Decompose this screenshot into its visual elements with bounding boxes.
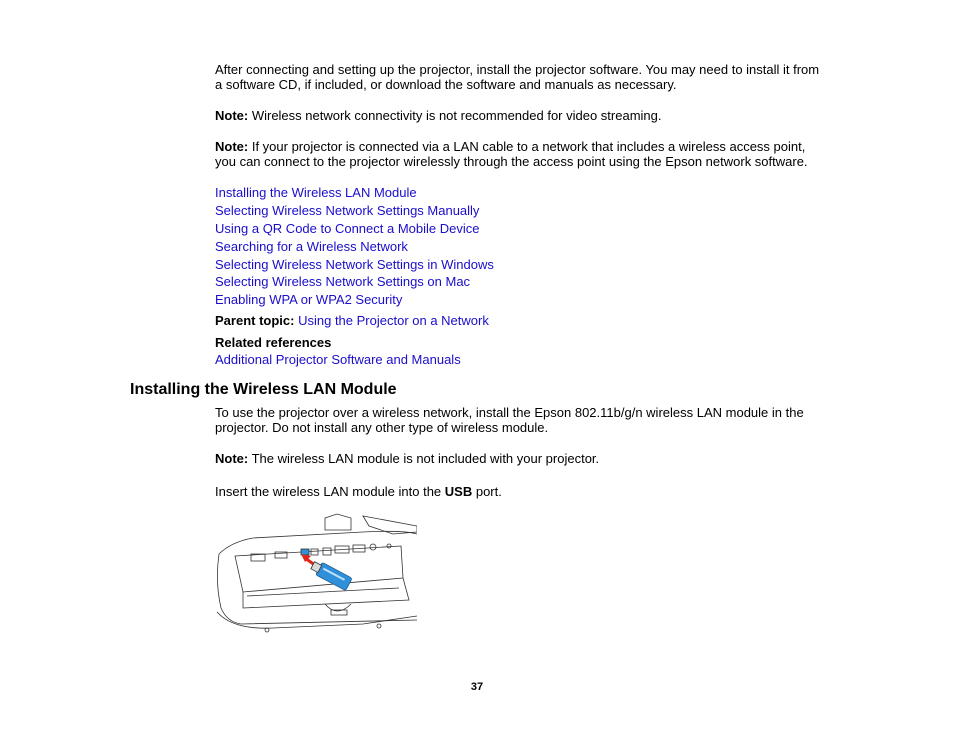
link-selecting-settings-manually[interactable]: Selecting Wireless Network Settings Manually — [215, 202, 480, 218]
port-audio — [370, 544, 376, 550]
related-heading-text: Related references — [215, 335, 332, 350]
topic-link-list — [215, 184, 494, 309]
link-searching-wireless-network[interactable]: Searching for a Wireless Network — [215, 238, 408, 254]
link-qr-code-mobile-device[interactable]: Using a QR Code to Connect a Mobile Device — [215, 220, 480, 236]
usb-port-name: USB — [444, 484, 473, 499]
parent-topic-label: Parent topic: — [215, 313, 295, 328]
port-power — [387, 544, 391, 548]
insert-text: Insert the wireless LAN module into the — [215, 484, 445, 499]
parent-topic-link[interactable]: Using the Projector on a Network — [298, 313, 489, 328]
port-lan — [323, 548, 331, 555]
page-number: 37 — [470, 681, 484, 693]
panel-line — [247, 588, 399, 596]
note-label: Note: — [215, 139, 249, 154]
link-settings-windows[interactable]: Selecting Wireless Network Settings in Windows — [215, 256, 494, 272]
link-settings-mac[interactable]: Selecting Wireless Network Settings on Mac — [215, 274, 471, 290]
note-text: The wireless LAN module is not included with your projector. — [248, 451, 600, 466]
port-service — [311, 549, 318, 555]
list-item — [215, 202, 494, 220]
list-item — [215, 273, 494, 291]
insert-instruction — [215, 484, 825, 499]
list-item — [215, 291, 494, 309]
note-label: Note: — [215, 451, 249, 466]
note-video-streaming — [215, 108, 825, 123]
list-item — [215, 220, 494, 238]
related-references — [215, 352, 825, 367]
intro-text: After connecting and setting up the projector, install the projector software. You may need to install it from a software CD, if included, or download the software and manuals as necessary. — [215, 62, 820, 92]
projector-foot-left — [265, 628, 269, 632]
projector-base — [217, 612, 417, 628]
list-item — [215, 238, 494, 256]
related-link-software-manuals[interactable]: Additional Projector Software and Manuals — [215, 352, 461, 367]
note-text: If your projector is connected via a LAN cable to a network that includes a wireless access point, you can connect to the projector wirelessly through the access point using the Epson network software. — [215, 139, 808, 169]
link-wpa-security[interactable]: Enabling WPA or WPA2 Security — [215, 292, 403, 308]
section-heading: Installing the Wireless LAN Module — [130, 381, 397, 398]
list-item — [215, 184, 494, 202]
related-references-heading — [215, 335, 825, 350]
projector-foot-right — [377, 624, 381, 628]
note-lan-cable — [215, 139, 825, 169]
section-paragraph — [215, 405, 815, 435]
panel-recess — [243, 578, 409, 608]
list-item — [215, 256, 494, 274]
intro-paragraph — [215, 62, 825, 92]
projector-top-tab — [325, 514, 351, 530]
section-text: To use the projector over a wireless network, install the Epson 802.11b/g/n wireless LAN module in the projector. Do not install any other type of wireless module. — [215, 405, 804, 435]
usb-port — [301, 549, 309, 555]
note-text: Wireless network connectivity is not recommended for video streaming. — [248, 108, 662, 123]
link-installing-wireless-lan-module[interactable]: Installing the Wireless LAN Module — [215, 185, 417, 200]
insert-text-end: port. — [472, 484, 502, 499]
parent-topic — [215, 313, 825, 328]
projector-usb-illustration — [213, 512, 417, 634]
note-label: Note: — [215, 108, 249, 123]
note-module-not-included — [215, 451, 825, 466]
